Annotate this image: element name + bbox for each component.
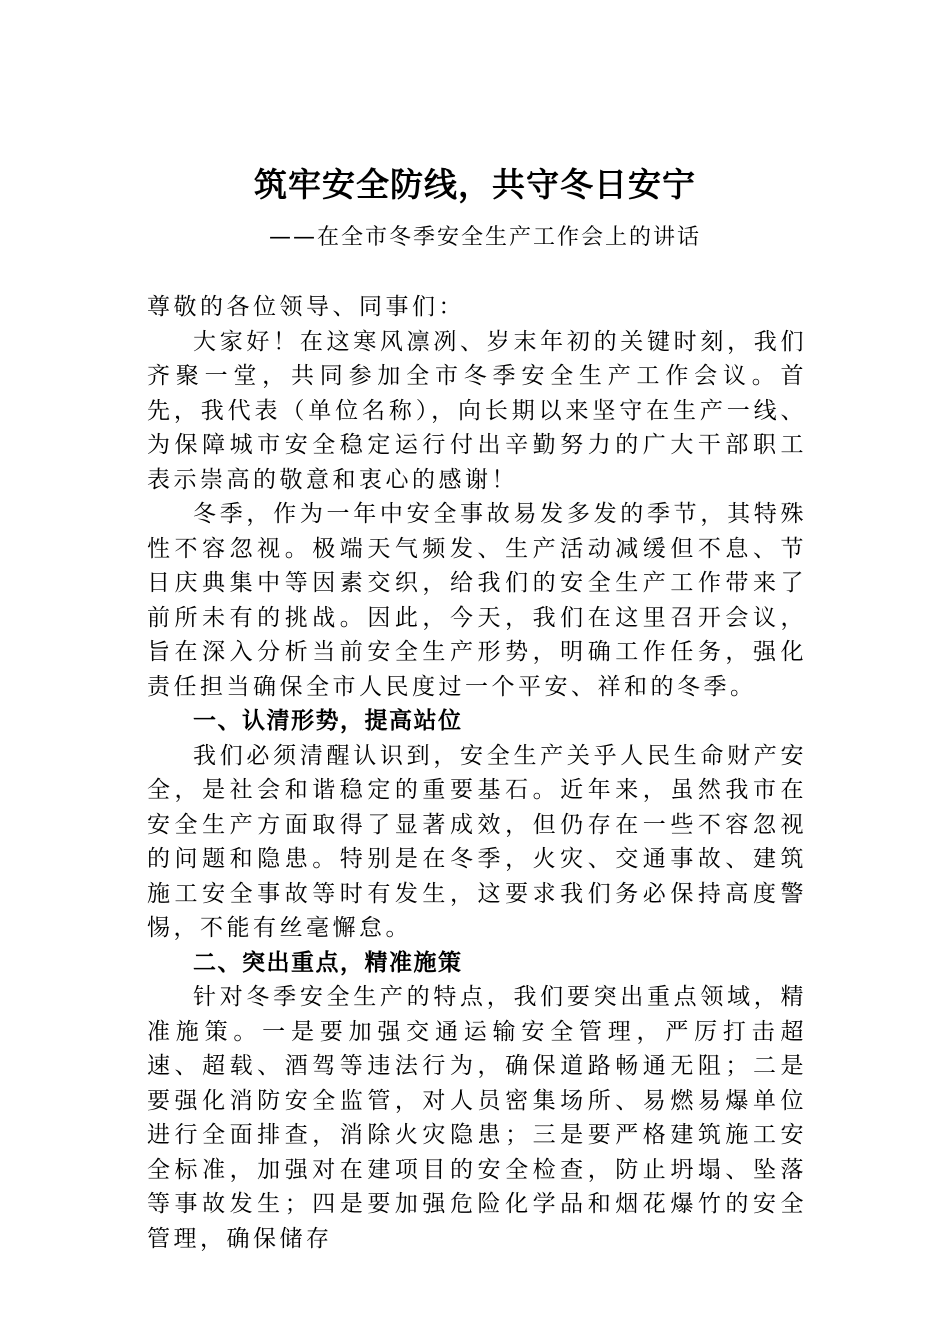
document-body xyxy=(147,290,807,1256)
document-subtitle: ——在全市冬季安全生产工作会上的讲话 xyxy=(268,225,701,250)
section-heading-1: 一、认清形势，提高站位 xyxy=(193,708,463,734)
document-title: 筑牢安全防线，共守冬日安宁 xyxy=(254,165,696,204)
salutation: 尊敬的各位领导、同事们： xyxy=(147,294,465,320)
section-paragraph-2: 针对冬季安全生产的特点，我们要突出重点领域，精准施策。一是要加强交通运输安全管理，严厉打击超速、超载、酒驾等违法行为，确保道路畅通无阻；二是要强化消防安全监管，对人员密集场所、易燃易爆单位进行全面排查，消除火灾隐患；三是要严格建筑施工安全标准，加强对在建项目的安全检查，防止坍塌、坠落等事故发生；四是要加强危险化学品和烟花爆竹的安全管理，确保储存 xyxy=(147,984,807,1252)
section-heading-2: 二、突出重点，精准施策 xyxy=(193,949,463,976)
paragraph-winter-context: 冬季，作为一年中安全事故易发多发的季节，其特殊性不容忽视。极端天气频发、生产活动减缓但不息、节日庆典集中等因素交织，给我们的安全生产工作带来了前所未有的挑战。因此，今天，我们在这里召开会议，旨在深入分析当前安全生产形势，明确工作任务，强化责任担当确保全市人民度过一个平安、祥和的冬季。 xyxy=(147,501,807,700)
section-paragraph-1: 我们必须清醒认识到，安全生产关乎人民生命财产安全，是社会和谐稳定的重要基石。近年来，虽然我市在安全生产方面取得了显著成效，但仍存在一些不容忽视的问题和隐患。特别是在冬季，火灾、交通事故、建筑施工安全事故等时有发生，这要求我们务必保持高度警惕，不能有丝毫懈怠。 xyxy=(147,742,807,941)
paragraph-greeting: 大家好！在这寒风凛冽、岁末年初的关键时刻，我们齐聚一堂，共同参加全市冬季安全生产工作会议。首先，我代表（单位名称），向长期以来坚守在生产一线、为保障城市安全稳定运行付出辛勤努力的广大干部职工表示崇高的敬意和衷心的感谢！ xyxy=(147,328,807,493)
